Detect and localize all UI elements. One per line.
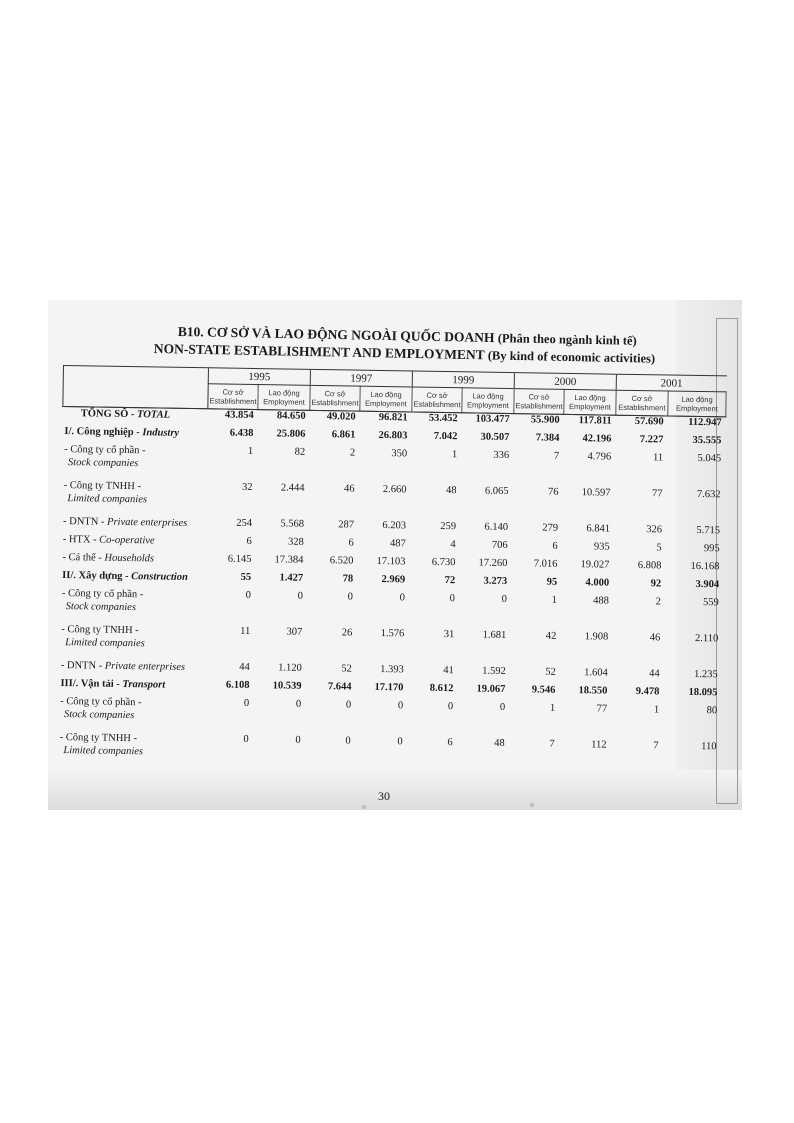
establishment-value-cell: 53.452 [428, 412, 458, 425]
row-label-vn: - Công ty TNHH - [63, 480, 142, 493]
establishment-value-cell: 7.227 [639, 434, 664, 446]
employment-value-cell: 17.260 [478, 557, 508, 570]
employment-value-cell: 2.969 [381, 574, 406, 586]
column-header-en: Establishment [413, 399, 461, 410]
employment-value-cell: 1.120 [278, 662, 302, 674]
employment-value-cell: 0 [397, 700, 404, 712]
employment-value-cell: 19.027 [580, 559, 610, 571]
row-label [61, 515, 206, 535]
title-en-text: NON-STATE ESTABLISHMENT AND EMPLOYMENT [153, 341, 485, 363]
establishment-value-cell: 0 [447, 701, 454, 713]
row-label-vn: - Cá thể - [62, 552, 105, 564]
establishment-column-header [310, 385, 360, 411]
employment-value-cell: 935 [593, 541, 610, 553]
establishment-value-cell: 55 [240, 571, 252, 583]
establishment-value-cell: 6.730 [431, 556, 456, 569]
establishment-value-cell: 1 [551, 594, 557, 606]
employment-value-cell: 112 [591, 739, 607, 751]
row-label-en: Private enterprises [106, 516, 188, 529]
establishment-value-cell: 287 [338, 519, 355, 531]
employment-value-cell: 0 [297, 590, 303, 602]
table-body [57, 407, 726, 778]
employment-value-cell: 0 [295, 698, 302, 710]
column-header-vn: Cơ sở [324, 389, 346, 399]
employment-value-cell: 995 [703, 543, 720, 555]
scan-speck [362, 805, 366, 809]
employment-value-cell: 103.477 [475, 413, 510, 426]
row-label-vn: I/. Công nghiệp - [64, 426, 143, 439]
row-label-vn: - Công ty TNHH - [59, 731, 138, 745]
establishment-value-cell: 7.644 [327, 681, 352, 693]
employment-value-cell: 26.803 [378, 429, 408, 442]
employment-value-cell: 112.947 [688, 416, 722, 429]
row-label-vn: - Công ty cổ phần - [60, 695, 142, 709]
employment-value-cell: 6.841 [586, 523, 611, 535]
establishment-value-cell: 7.384 [535, 432, 560, 444]
row-label [60, 551, 205, 571]
column-header-en: Employment [568, 401, 611, 412]
employment-value-cell: 1.908 [584, 631, 609, 643]
year-header: 1997 [310, 369, 412, 387]
establishment-value-cell: 7 [653, 740, 659, 752]
row-label-vn: - Công ty cổ phần - [64, 444, 146, 457]
employment-value-cell: 0 [499, 701, 506, 713]
employment-value-cell: 42.196 [582, 433, 612, 445]
column-header-vn: Lao động [574, 393, 606, 403]
establishment-value-cell: 259 [440, 520, 457, 533]
establishment-column-header [514, 389, 564, 415]
employment-value-cell: 25.806 [276, 428, 306, 440]
establishment-value-cell: 31 [443, 629, 455, 641]
establishment-value-cell: 41 [443, 665, 454, 677]
employment-value-cell: 19.067 [476, 683, 506, 695]
row-label [60, 569, 205, 589]
row-label [58, 677, 203, 697]
establishment-value-cell: 9.478 [635, 686, 660, 698]
establishment-value-cell: 2 [349, 447, 356, 459]
employment-value-cell: 559 [703, 597, 719, 609]
establishment-value-cell: 6.438 [229, 427, 254, 439]
establishment-value-cell: 254 [236, 517, 253, 529]
establishment-value-cell: 5 [656, 542, 662, 554]
establishment-value-cell: 7.016 [533, 558, 558, 570]
employment-value-cell: 17.170 [374, 681, 404, 694]
employment-value-cell: 0 [397, 736, 403, 748]
employment-value-cell: 6.203 [382, 520, 407, 532]
establishment-value-cell: 7 [553, 450, 560, 462]
establishment-value-cell: 6.808 [637, 560, 662, 572]
establishment-value-cell: 6 [552, 540, 558, 552]
establishment-value-cell: 4 [450, 539, 456, 551]
establishment-value-cell: 0 [449, 593, 455, 605]
establishment-value-cell: 6 [246, 535, 252, 547]
establishment-value-cell: 48 [445, 485, 457, 497]
year-header: 2000 [514, 373, 616, 391]
row-label-en: Co-operative [99, 534, 155, 547]
column-header-en: Establishment [311, 397, 359, 408]
employment-value-cell: 336 [493, 449, 510, 462]
row-label-en: Stock companies [63, 709, 135, 722]
establishment-value-cell: 78 [342, 573, 354, 585]
establishment-value-cell: 32 [242, 481, 253, 493]
establishment-value-cell: 0 [245, 589, 251, 601]
row-label-vn: - HTX - [62, 534, 100, 546]
employment-value-cell: 110 [701, 741, 717, 753]
establishment-value-cell: 0 [345, 735, 351, 747]
column-header-en: Establishment [209, 396, 257, 407]
establishment-value-cell: 11 [240, 625, 251, 637]
row-label-en: Limited companies [65, 637, 145, 650]
column-header-vn: Lao động [268, 388, 300, 398]
column-header-vn: Cơ sở [631, 393, 653, 404]
row-label-vn: II/. Xây dựng - [62, 570, 132, 583]
employment-column-header [360, 386, 412, 412]
title-vn-subtitle: (Phân theo ngành kinh tế) [497, 331, 637, 348]
establishment-value-cell: 44 [649, 668, 660, 680]
employment-value-cell: 5.045 [697, 452, 722, 465]
column-header-en: Employment [675, 403, 718, 414]
establishment-value-cell: 6.520 [329, 555, 354, 567]
column-header-vn: Cơ sở [528, 392, 550, 402]
establishment-column-header [208, 384, 258, 410]
establishment-value-cell: 1 [247, 445, 254, 457]
establishment-value-cell: 6.145 [227, 553, 252, 565]
employment-value-cell: 18.550 [578, 685, 608, 697]
establishment-value-cell: 326 [646, 524, 663, 536]
row-label [61, 479, 207, 517]
employment-value-cell: 307 [286, 626, 303, 638]
row-label-en: Transport [122, 678, 166, 691]
employment-value-cell: 706 [491, 539, 508, 552]
row-label [61, 533, 206, 553]
employment-value-cell: 0 [295, 734, 301, 746]
employment-column-header [564, 389, 616, 415]
row-label-en: Construction [131, 571, 188, 583]
column-header-vn: Cơ sở [222, 387, 244, 397]
establishment-value-cell: 72 [444, 575, 456, 587]
establishment-value-cell: 44 [239, 661, 250, 673]
statistics-table-wrapper [57, 365, 726, 770]
establishment-value-cell: 11 [652, 452, 664, 464]
employment-value-cell: 350 [391, 448, 408, 460]
employment-value-cell: 35.555 [692, 434, 722, 447]
employment-value-cell: 30.507 [480, 431, 510, 444]
establishment-value-cell: 76 [547, 486, 559, 498]
establishment-value-cell: 1 [451, 449, 458, 461]
row-label-vn: III/. Vận tải - [60, 678, 123, 690]
employment-value-cell: 1.427 [279, 572, 304, 584]
establishment-value-cell: 52 [341, 663, 352, 675]
employment-value-cell: 5.568 [280, 518, 305, 530]
employment-value-cell: 487 [389, 538, 406, 550]
establishment-value-cell: 26 [341, 627, 353, 639]
row-label [62, 443, 208, 481]
row-label [57, 731, 203, 769]
column-header-en: Employment [467, 400, 509, 411]
year-header: 1999 [412, 371, 514, 389]
title-vn-text: B10. CƠ SỞ VÀ LAO ĐỘNG NGOÀI QUỐC DOANH [177, 324, 495, 346]
employment-value-cell: 77 [596, 703, 608, 715]
year-header: 1995 [208, 368, 310, 386]
establishment-value-cell: 7.042 [433, 430, 458, 443]
column-header-vn: Lao động [472, 391, 504, 401]
employment-value-cell: 6.140 [484, 521, 509, 534]
employment-value-cell: 6.065 [484, 485, 509, 498]
establishment-value-cell: 6.861 [331, 429, 356, 441]
establishment-value-cell: 7 [549, 738, 555, 750]
employment-value-cell: 3.273 [483, 575, 508, 588]
employment-value-cell: 0 [399, 592, 405, 604]
row-label-en: Stock companies [65, 601, 137, 614]
employment-value-cell: 2.444 [280, 482, 305, 494]
establishment-value-cell: 6 [348, 537, 354, 549]
column-header-vn: Lao động [681, 394, 713, 405]
establishment-value-cell: 77 [651, 488, 663, 500]
title-en-subtitle: (By kind of economic activities) [487, 348, 656, 366]
employment-column-header [258, 385, 310, 411]
row-label-en: TOTAL [136, 409, 171, 421]
employment-value-cell: 5.715 [696, 524, 721, 537]
column-header-en: Establishment [618, 402, 666, 413]
establishment-value-cell: 0 [345, 699, 352, 711]
scan-speck [530, 803, 534, 807]
establishment-value-cell: 49.020 [326, 411, 356, 423]
employment-value-cell: 1.576 [380, 628, 405, 640]
employment-value-cell: 7.632 [696, 488, 721, 501]
employment-value-cell: 328 [287, 536, 304, 548]
employment-column-header [462, 388, 514, 414]
row-label [59, 587, 205, 625]
establishment-value-cell: 57.690 [634, 415, 664, 428]
establishment-column-header [412, 387, 462, 413]
employment-value-cell: 488 [593, 595, 609, 607]
establishment-value-cell: 6 [447, 737, 453, 749]
column-header-en: Employment [365, 398, 407, 409]
column-header-en: Establishment [515, 401, 563, 411]
employment-value-cell: 0 [501, 593, 507, 606]
employment-value-cell: 96.821 [378, 411, 408, 424]
row-label-en: Limited companies [67, 493, 148, 506]
row-label [59, 623, 205, 661]
employment-value-cell: 3.904 [695, 578, 720, 591]
column-header-vn: Cơ sở [426, 390, 448, 401]
statistics-table [57, 365, 727, 777]
establishment-value-cell: 2 [655, 596, 661, 608]
establishment-value-cell: 9.546 [531, 684, 556, 696]
row-label-en: Stock companies [67, 457, 139, 470]
row-label [63, 407, 208, 428]
employment-value-cell: 4.000 [585, 577, 610, 589]
employment-value-cell: 18.095 [688, 686, 718, 699]
employment-value-cell: 16.168 [690, 560, 720, 573]
establishment-value-cell: 46 [344, 483, 355, 495]
employment-value-cell: 2.110 [694, 632, 719, 645]
row-label-en: Limited companies [63, 745, 144, 758]
employment-value-cell: 10.539 [272, 680, 302, 692]
employment-value-cell: 82 [294, 446, 306, 458]
establishment-value-cell: 1 [549, 702, 556, 714]
employment-value-cell: 1.604 [584, 667, 608, 679]
establishment-value-cell: 0 [243, 697, 250, 709]
row-label-vn: - DNTN - [60, 660, 105, 672]
row-label-en: Households [104, 552, 155, 565]
establishment-value-cell: 6.108 [225, 679, 250, 691]
employment-value-cell: 2.660 [382, 484, 407, 496]
employment-value-cell: 17.103 [376, 555, 406, 568]
employment-value-cell: 1.592 [482, 665, 506, 677]
establishment-value-cell: 52 [545, 666, 556, 678]
header-corner [63, 366, 209, 409]
employment-value-cell: 117.811 [578, 415, 612, 427]
column-header-vn: Lao động [370, 389, 402, 400]
employment-value-cell: 1.393 [380, 664, 404, 676]
employment-value-cell: 17.384 [274, 554, 304, 566]
establishment-value-cell: 0 [243, 733, 249, 745]
establishment-value-cell: 46 [649, 632, 661, 644]
establishment-value-cell: 55.900 [530, 414, 560, 426]
employment-value-cell: 48 [494, 737, 505, 749]
establishment-value-cell: 92 [650, 578, 662, 590]
establishment-value-cell: 1 [653, 704, 660, 716]
row-label-en: Industry [142, 427, 180, 439]
employment-value-cell: 4.796 [587, 451, 612, 463]
establishment-value-cell: 42 [545, 630, 557, 642]
row-label [58, 695, 204, 733]
establishment-value-cell: 43.854 [224, 409, 254, 422]
establishment-value-cell: 95 [546, 576, 558, 588]
row-label-vn: - Công ty cổ phần - [61, 588, 144, 601]
row-label [59, 659, 204, 679]
column-header-en: Employment [263, 397, 305, 407]
row-label-vn: TỔNG SỐ - [80, 408, 138, 421]
establishment-value-cell: 279 [542, 522, 559, 534]
establishment-value-cell: 0 [347, 591, 353, 603]
establishment-column-header [616, 390, 668, 416]
employment-value-cell: 10.597 [581, 487, 611, 499]
row-label-en: Private enterprises [104, 660, 186, 673]
row-label-vn: - DNTN - [62, 516, 108, 528]
year-header: 2001 [616, 374, 726, 392]
employment-column-header [668, 391, 726, 417]
establishment-value-cell: 8.612 [429, 682, 454, 695]
page-number: 30 [378, 789, 390, 803]
employment-value-cell: 1.235 [694, 668, 718, 681]
employment-value-cell: 80 [706, 705, 718, 717]
row-label-vn: - Công ty TNHH - [61, 624, 139, 637]
employment-value-cell: 84.650 [276, 410, 306, 422]
row-label [62, 425, 207, 445]
employment-value-cell: 1.681 [482, 629, 507, 641]
